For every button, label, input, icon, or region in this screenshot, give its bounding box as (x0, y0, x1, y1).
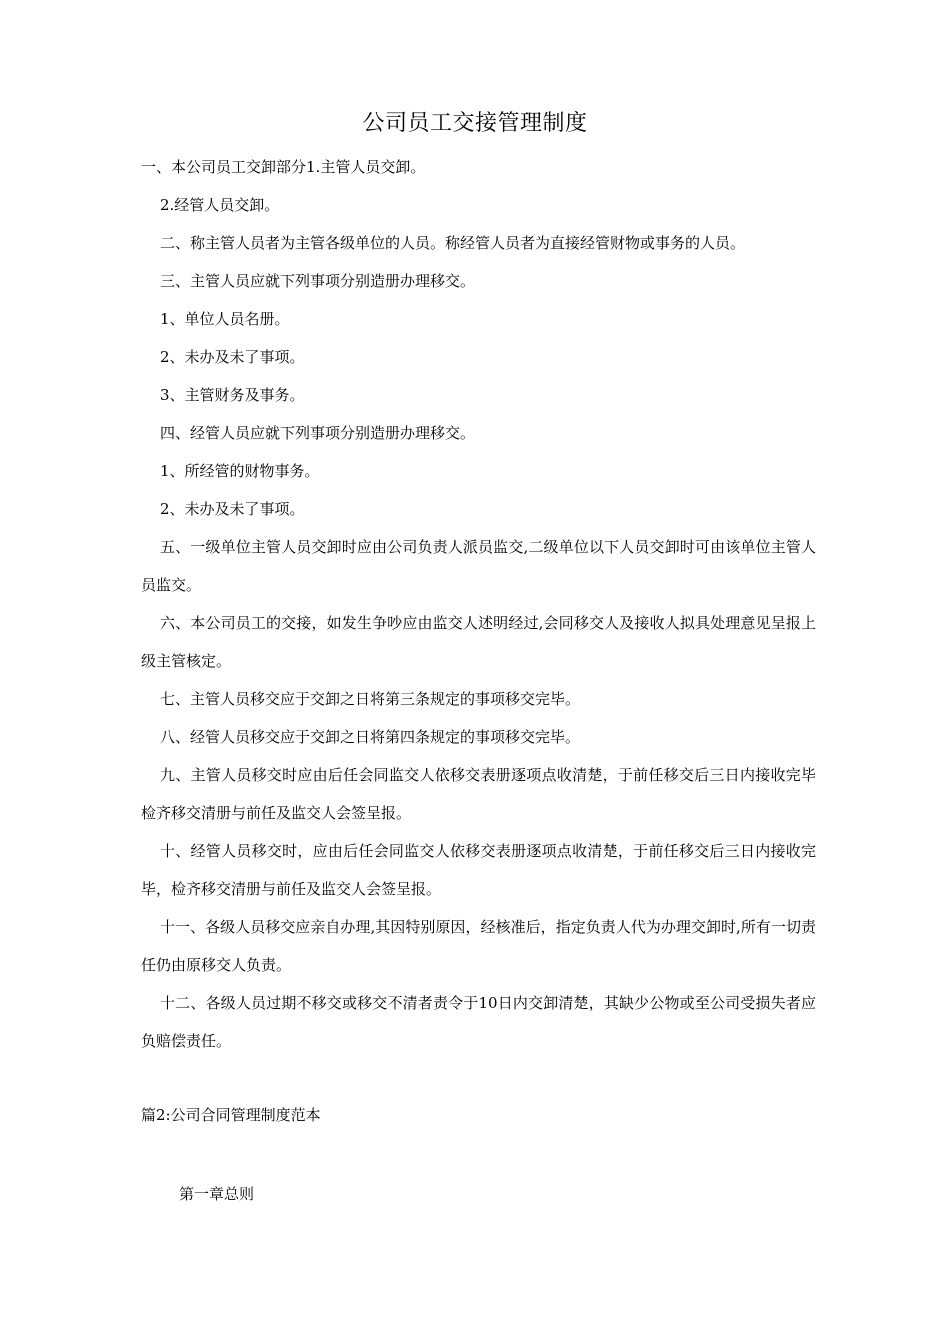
document-title: 公司员工交接管理制度 (362, 111, 588, 136)
paragraph: 五、一级单位主管人员交卸时应由公司负责人派员监交,二级单位以下人员交卸时可由该单位主管人员监交。 (141, 538, 816, 594)
paragraph: 九、主管人员移交时应由后任会同监交人依移交表册逐项点收清楚，于前任移交后三日内接收完毕检齐移交清册与前任及监交人会签呈报。 (141, 766, 816, 822)
paragraph: 1、所经管的财物事务。 (160, 462, 320, 480)
chapter-heading: 第一章总则 (179, 1185, 255, 1203)
paragraph: 十二、各级人员过期不移交或移交不清者责令于10日内交卸清楚，其缺少公物或至公司受损失者应负赔偿责任。 (141, 994, 816, 1050)
paragraph: 一、本公司员工交卸部分1.主管人员交卸。 (141, 158, 426, 176)
section-heading: 篇2:公司合同管理制度范本 (141, 1106, 321, 1124)
paragraph: 十一、各级人员移交应亲自办理,其因特别原因，经核准后，指定负责人代为办理交卸时,所有一切责任仍由原移交人负责。 (141, 918, 816, 974)
paragraph: 七、主管人员移交应于交卸之日将第三条规定的事项移交完毕。 (160, 690, 581, 708)
paragraph: 八、经管人员移交应于交卸之日将第四条规定的事项移交完毕。 (160, 728, 581, 746)
paragraph: 2.经管人员交卸。 (160, 196, 280, 214)
paragraph: 3、主管财务及事务。 (160, 386, 305, 404)
paragraph: 四、经管人员应就下列事项分别造册办理移交。 (160, 424, 476, 442)
document-body (141, 148, 816, 1060)
paragraph: 六、本公司员工的交接，如发生争吵应由监交人述明经过,会同移交人及接收人拟具处理意见呈报上级主管核定。 (141, 614, 816, 670)
paragraph: 2、未办及未了事项。 (160, 348, 305, 366)
paragraph: 十、经管人员移交时，应由后任会同监交人依移交表册逐项点收清楚，于前任移交后三日内接收完毕，检齐移交清册与前任及监交人会签呈报。 (141, 842, 816, 898)
paragraph: 三、主管人员应就下列事项分别造册办理移交。 (160, 272, 476, 290)
paragraph: 二、称主管人员者为主管各级单位的人员。称经管人员者为直接经管财物或事务的人员。 (160, 234, 746, 252)
paragraph: 2、未办及未了事项。 (160, 500, 305, 518)
paragraph: 1、单位人员名册。 (160, 310, 290, 328)
